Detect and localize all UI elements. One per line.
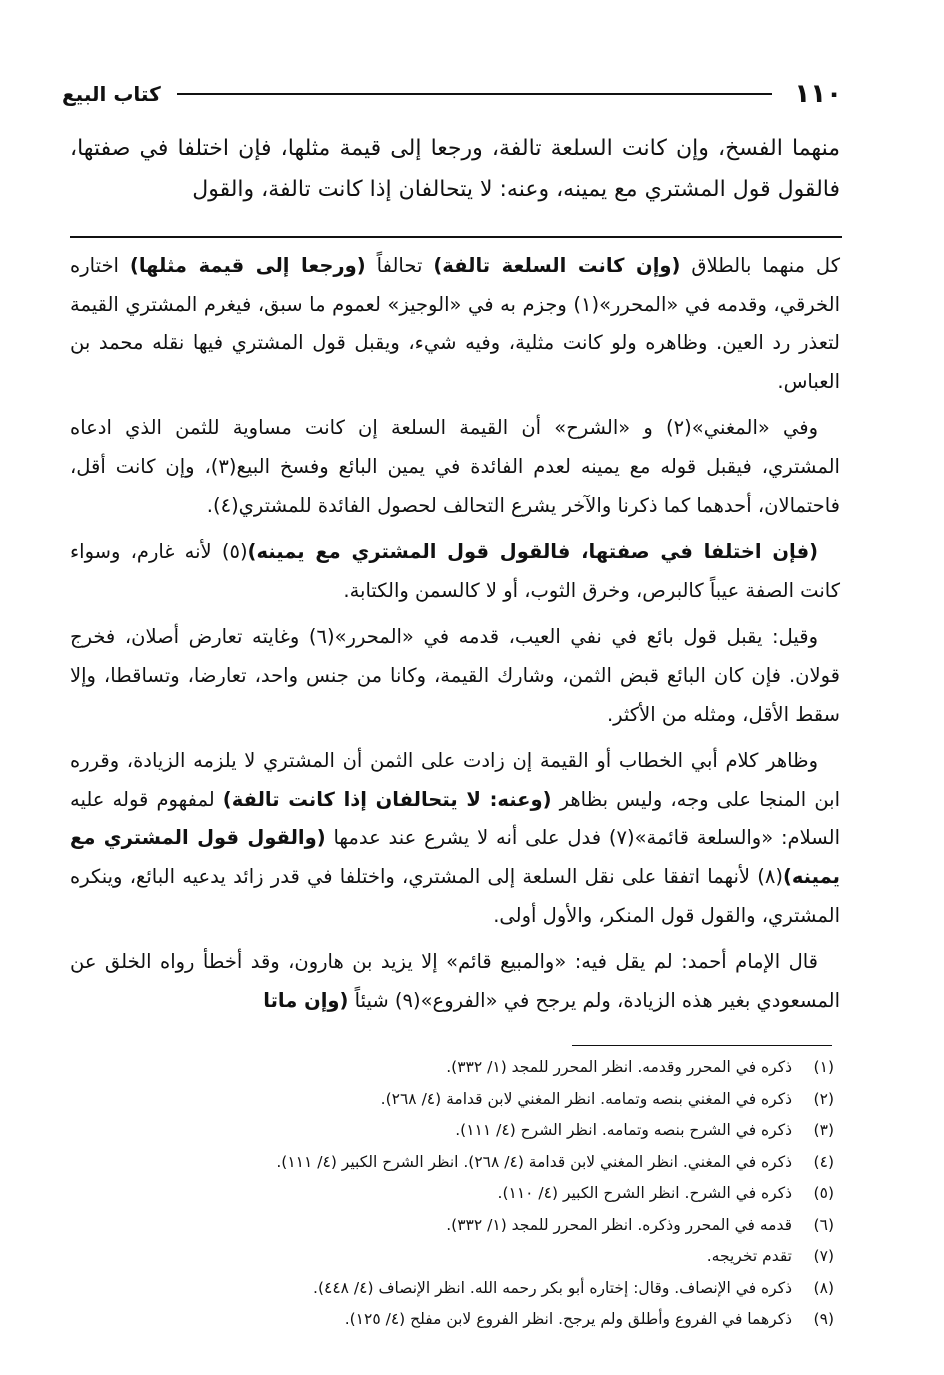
- commentary-paragraph-3: [70, 533, 840, 610]
- footnote-number: (٩): [813, 1310, 834, 1328]
- quoted-matn: (وعنه: لا يتحالفان إذا كانت تالفة): [222, 787, 552, 811]
- footnote: [150, 1178, 834, 1210]
- main-text: منهما الفسخ، وإن كانت السلعة تالفة، ورجعا إلى قيمة مثلها، فإن اختلفا في صفتها، فالقول قول المشتري مع يمينه، وعنه: لا يتحالفان إذا كانت تالفة، والقول: [70, 136, 840, 202]
- footnote-number: (٨): [813, 1278, 834, 1297]
- footnote-text: ذكره في المغني. انظر المغني لابن قدامة (٤/ ٢٦٨). انظر الشرح الكبير (٤/ ١١١).: [276, 1152, 792, 1171]
- quoted-matn: (وإن كانت السلعة تالفة): [433, 254, 681, 277]
- text-run: وفي «المغني»(٢) و «الشرح» أن القيمة السلعة إن كانت مساوية للثمن الذي ادعاه المشتري، فيقبل قوله مع يمينه لعدم الفائدة في يمين البائع وفسخ البيع(٣)، وإن كانت أقل، فاحتمالان، أحدهما كما ذكرنا والآخر يشرع التحالف لحصول الفائدة للمشتري(٤).: [70, 416, 840, 517]
- header-rule: [177, 93, 773, 95]
- footnote-text: ذكره في الشرح بنصه وتمامه. انظر الشرح (٤/ ١١١).: [455, 1121, 792, 1139]
- text-run: تحالفاً: [365, 254, 434, 277]
- footnote: [150, 1241, 834, 1273]
- quoted-matn: (وإن ماتا: [263, 988, 349, 1012]
- quoted-matn: (والقول قول المشتري مع يمينه): [70, 826, 840, 888]
- footnote-number: (٤): [813, 1152, 834, 1171]
- text-run: لمفهوم قوله عليه السلام: «والسلعة قائمة»(٧) فدل على أنه لا يشرع عند عدمها: [70, 787, 841, 850]
- footnote-number: (٢): [813, 1089, 834, 1108]
- commentary-paragraph-6: [70, 943, 840, 1020]
- text-run: قال الإمام أحمد: لم يقل فيه: «والمبيع قائم» إلا يزيد بن هارون، وقد أخطأ رواه الخلق عن المسعودي بغير هذه الزيادة، ولم يرجح في «الفروع»(٩) شيئاً: [70, 950, 840, 1012]
- footnote: [150, 1273, 834, 1305]
- matn-divider: [70, 236, 842, 238]
- book-title: كتاب البيع: [62, 82, 161, 106]
- text-run: (٨) لأنهما اتفقا على نقل السلعة إلى المشتري، واختلفا في قدر زائد يدعيه البائع، وينكره المشتري، والقول قول المنكر، والأول أولى.: [70, 864, 840, 927]
- footnote: [150, 1115, 834, 1147]
- footnote-text: ذكره في الشرح. انظر الشرح الكبير (٤/ ١١٠).: [497, 1184, 792, 1202]
- footnote: [150, 1052, 834, 1084]
- footnote-text: ذكره في الإنصاف. وقال: إختاره أبو بكر رحمه الله. انظر الإنصاف (٤/ ٤٤٨).: [313, 1278, 792, 1297]
- footnote-number: (١): [813, 1058, 834, 1076]
- footnote-text: تقدم تخريجه.: [706, 1247, 792, 1265]
- footnote-number: (٣): [813, 1121, 834, 1139]
- footnote: [150, 1210, 834, 1242]
- footnote: [150, 1304, 834, 1336]
- commentary-paragraph-1: [70, 247, 840, 401]
- commentary: [70, 247, 840, 1028]
- quoted-matn: (فإن اختلفا في صفتها، فالقول قول المشتري مع يمينه): [247, 540, 819, 564]
- commentary-paragraph-2: [70, 409, 840, 525]
- text-run: (٥) لأنه غارم، وسواء كانت الصفة عيباً كالبرص، وخرق الثوب، أو لا كالسمن والكتابة.: [70, 540, 840, 602]
- footnote-number: (٦): [813, 1215, 834, 1234]
- footnote-text: ذكره في المحرر وقدمه. انظر المحرر للمجد (١/ ٣٣٢).: [446, 1058, 792, 1076]
- footnote-text: ذكره في المغني بنصه وتمامه. انظر المغني لابن قدامة (٤/ ٢٦٨).: [380, 1089, 792, 1108]
- footnotes: [150, 1052, 834, 1336]
- page-header: [62, 74, 842, 114]
- text-run: كل منهما بالطلاق: [680, 254, 840, 277]
- footnote-number: (٧): [813, 1247, 834, 1265]
- text-run: وقيل: يقبل قول بائع في نفي العيب، قدمه في «المحرر»(٦) وغايته تعارض أصلان، فخرج قولان. فإن كان البائع قبض الثمن، وشارك القيمة، وكانا من جنس واحد، تعارضا، وتساقطا، وإلا سقط الأقل، ومثله من الأكثر.: [70, 625, 840, 726]
- page-number: ١١٠: [794, 79, 842, 109]
- commentary-paragraph-5: [70, 742, 840, 935]
- footnote: [150, 1084, 834, 1116]
- text-run: وظاهر كلام أبي الخطاب أو القيمة إن زادت على الثمن أن المشتري لا يلزمه الزيادة، وقرره ابن المنجا على وجه، وليس بظاهر: [70, 749, 841, 811]
- footnote: [150, 1147, 834, 1179]
- commentary-paragraph-4: [70, 618, 840, 734]
- footnote-text: ذكرهما في الفروع وأطلق ولم يرجح. انظر الفروع لابن مفلح (٤/ ١٢٥).: [344, 1310, 792, 1328]
- footnote-rule: [572, 1045, 832, 1046]
- quoted-matn: (ورجعا إلى قيمة مثلها): [129, 254, 366, 277]
- footnote-text: قدمه في المحرر وذكره. انظر المحرر للمجد (١/ ٣٣٢).: [446, 1215, 792, 1234]
- text-run: اختاره الخرقي، وقدمه في «المحرر»(١) وجزم به في «الوجيز» لعموم ما سبق، فيغرم المشتري القيمة لتعذر رد العين. وظاهره ولو كانت مثلية، وفيه شيء، ويقبل قول المشتري فيها نقله محمد بن العباس.: [70, 254, 840, 393]
- footnote-number: (٥): [813, 1184, 834, 1202]
